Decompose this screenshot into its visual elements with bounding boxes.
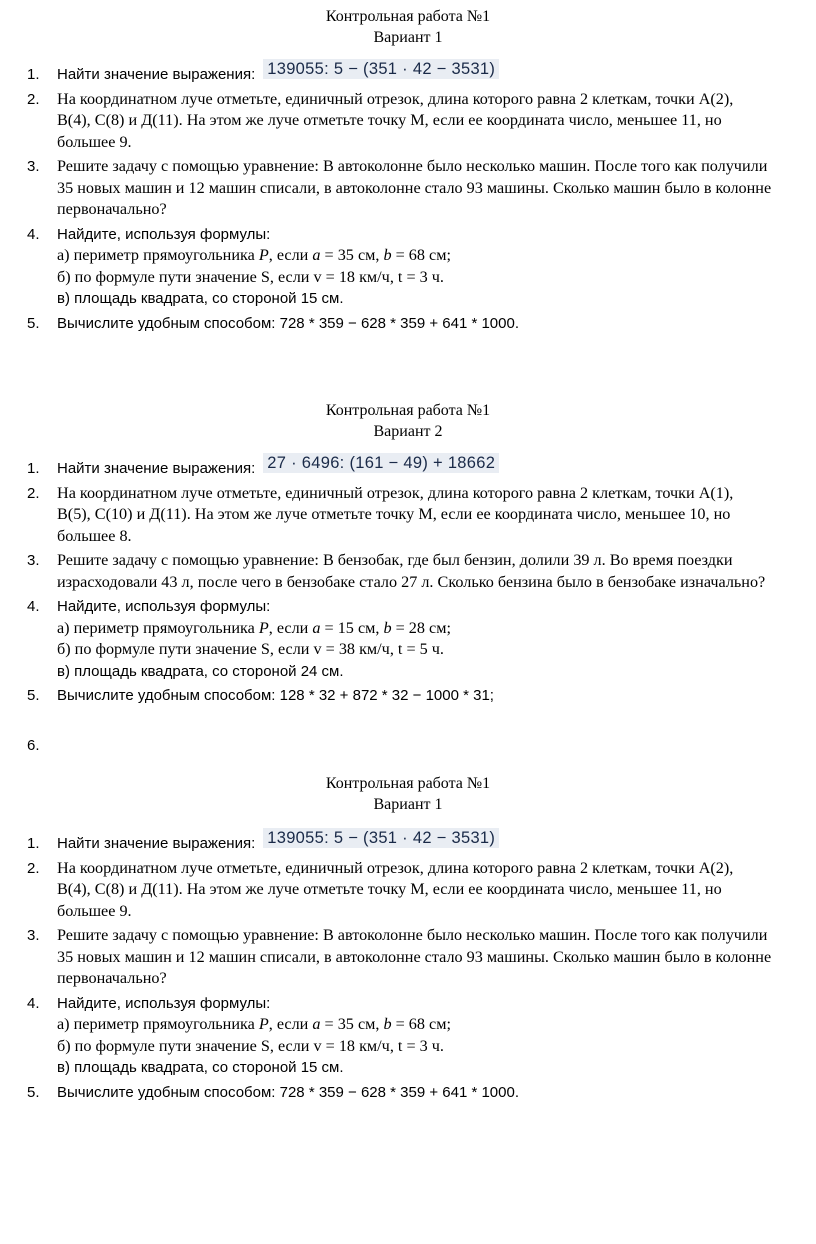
task-text-line: Решите задачу с помощью уравнение: В автоколонне было несколько машин. После того как получили: [57, 926, 768, 944]
task-text: Вычислите удобным способом:: [57, 1083, 280, 1101]
task-number: 2.: [27, 90, 40, 108]
task-number: 1.: [27, 835, 40, 852]
task-text-line: большее 9.: [57, 132, 132, 151]
task-text: Найдите, используя формулы:: [57, 225, 271, 243]
task-text-line: В(4), С(8) и Д(11). На этом же луче отметьте точку М, если ее координата число, меньшее 11, но: [57, 880, 722, 898]
task-text: Вычислите удобным способом:: [57, 314, 280, 332]
task-text-line: На координатном луче отметьте, единичный отрезок, длина которого равна 2 клеткам, точки А(2),: [57, 89, 734, 108]
subtask-b: б) по формуле пути значение S, если v = 18 км/ч, t = 3 ч.: [57, 1036, 444, 1055]
task-list-3: [0, 829, 816, 1103]
task-1: [0, 829, 816, 855]
task-text-line: Решите задачу с помощью уравнение: В автоколонне было несколько машин. После того как получили: [57, 157, 768, 175]
task-number: 4.: [27, 598, 40, 615]
task-2: [0, 483, 816, 548]
task-number: 2.: [27, 484, 40, 502]
task-text-line: На координатном луче отметьте, единичный отрезок, длина которого равна 2 клеткам, точки А(1),: [57, 483, 734, 502]
task-number: 5.: [27, 314, 40, 332]
task-3: [0, 925, 816, 990]
task-5: [0, 313, 816, 335]
task-5: [0, 1082, 816, 1104]
math-expression: 139055: 5 − (351 · 42 − 3531): [263, 828, 499, 848]
task-text-line: На координатном луче отметьте, единичный отрезок, длина которого равна 2 клеткам, точки А(2),: [57, 858, 734, 877]
subtask-a: а) периметр прямоугольника P, если a = 35 см, b = 68 см;: [57, 1015, 451, 1033]
math-expression: 27 · 6496: (161 − 49) + 18662: [263, 453, 499, 473]
task-1: [0, 60, 816, 86]
task-3: [0, 156, 816, 221]
task-number: 3.: [27, 552, 40, 569]
test-block-3: [0, 773, 816, 815]
task-number: 4.: [27, 994, 40, 1012]
task-4: [0, 596, 816, 682]
task-text: Найдите, используя формулы:: [57, 598, 271, 615]
subtask-c: в) площадь квадрата, со стороной 24 см.: [57, 662, 344, 680]
test-block-1: [0, 6, 816, 48]
task-text: Найти значение выражения:: [57, 66, 256, 83]
math-expression: 139055: 5 − (351 · 42 − 3531): [263, 59, 499, 79]
task-number: 3.: [27, 158, 40, 175]
math-expression: 128 * 32 + 872 * 32 − 1000 * 31;: [279, 687, 494, 704]
variant-title: Вариант 2: [373, 423, 443, 440]
list-number-6: 6.: [27, 737, 40, 754]
task-number: 5.: [27, 1083, 40, 1101]
task-text: Найдите, используя формулы:: [57, 994, 271, 1012]
test-header: Контрольная работа №1: [325, 402, 491, 419]
math-expression: 728 * 359 − 628 * 359 + 641 * 1000.: [279, 314, 520, 332]
task-2: [0, 858, 816, 923]
test-header: Контрольная работа №1: [325, 8, 491, 25]
task-number: 1.: [27, 66, 40, 83]
task-list-1: [0, 60, 816, 334]
task-number: 3.: [27, 927, 40, 944]
task-4: [0, 993, 816, 1079]
subtask-a: а) периметр прямоугольника P, если a = 15 см, b = 28 см;: [57, 618, 451, 637]
task-1: [0, 454, 816, 480]
task-number: 4.: [27, 225, 40, 243]
test-block-2: [0, 400, 816, 442]
task-text-line: большее 8.: [57, 526, 132, 545]
task-text-line: израсходовали 43 л, после чего в бензобаке стало 27 л. Сколько бензина было в бензобаке изначально?: [57, 572, 766, 591]
task-number: 5.: [27, 687, 40, 704]
task-text-line: В(5), С(10) и Д(11). На этом же луче отметьте точку М, если ее координата число, меньшее 10, но: [57, 505, 731, 523]
subtask-c: в) площадь квадрата, со стороной 15 см.: [57, 290, 344, 307]
task-5: [0, 685, 816, 707]
task-text-line: 35 новых машин и 12 машин списали, в автоколонне стало 93 машины. Сколько машин было в колонне: [57, 947, 772, 966]
task-3: [0, 550, 816, 593]
subtask-b: б) по формуле пути значение S, если v = 38 км/ч, t = 5 ч.: [57, 640, 444, 658]
math-expression: 728 * 359 − 628 * 359 + 641 * 1000.: [279, 1083, 520, 1101]
task-text: Найти значение выражения:: [57, 835, 256, 852]
subtask-b: б) по формуле пути значение S, если v = 18 км/ч, t = 3 ч.: [57, 267, 444, 286]
variant-title: Вариант 1: [373, 796, 443, 813]
task-list-2: [0, 454, 816, 707]
task-text-line: Решите задачу с помощью уравнение: В бензобак, где был бензин, долили 39 л. Во время поездки: [57, 551, 733, 569]
task-number: 2.: [27, 859, 40, 877]
task-text-line: 35 новых машин и 12 машин списали, в автоколонне стало 93 машины. Сколько машин было в колонне: [57, 178, 772, 197]
task-text-line: первоначально?: [57, 200, 167, 218]
task-text-line: первоначально?: [57, 969, 167, 987]
variant-title: Вариант 1: [373, 29, 443, 46]
task-number: 1.: [27, 460, 40, 477]
task-text: Вычислите удобным способом:: [57, 687, 280, 704]
subtask-a: а) периметр прямоугольника P, если a = 35 см, b = 68 см;: [57, 246, 451, 264]
test-header: Контрольная работа №1: [325, 775, 491, 792]
task-text-line: В(4), С(8) и Д(11). На этом же луче отметьте точку М, если ее координата число, меньшее 11, но: [57, 111, 722, 129]
subtask-c: в) площадь квадрата, со стороной 15 см.: [57, 1059, 344, 1076]
task-4: [0, 224, 816, 310]
task-text-line: большее 9.: [57, 901, 132, 920]
task-2: [0, 89, 816, 154]
task-text: Найти значение выражения:: [57, 460, 256, 477]
